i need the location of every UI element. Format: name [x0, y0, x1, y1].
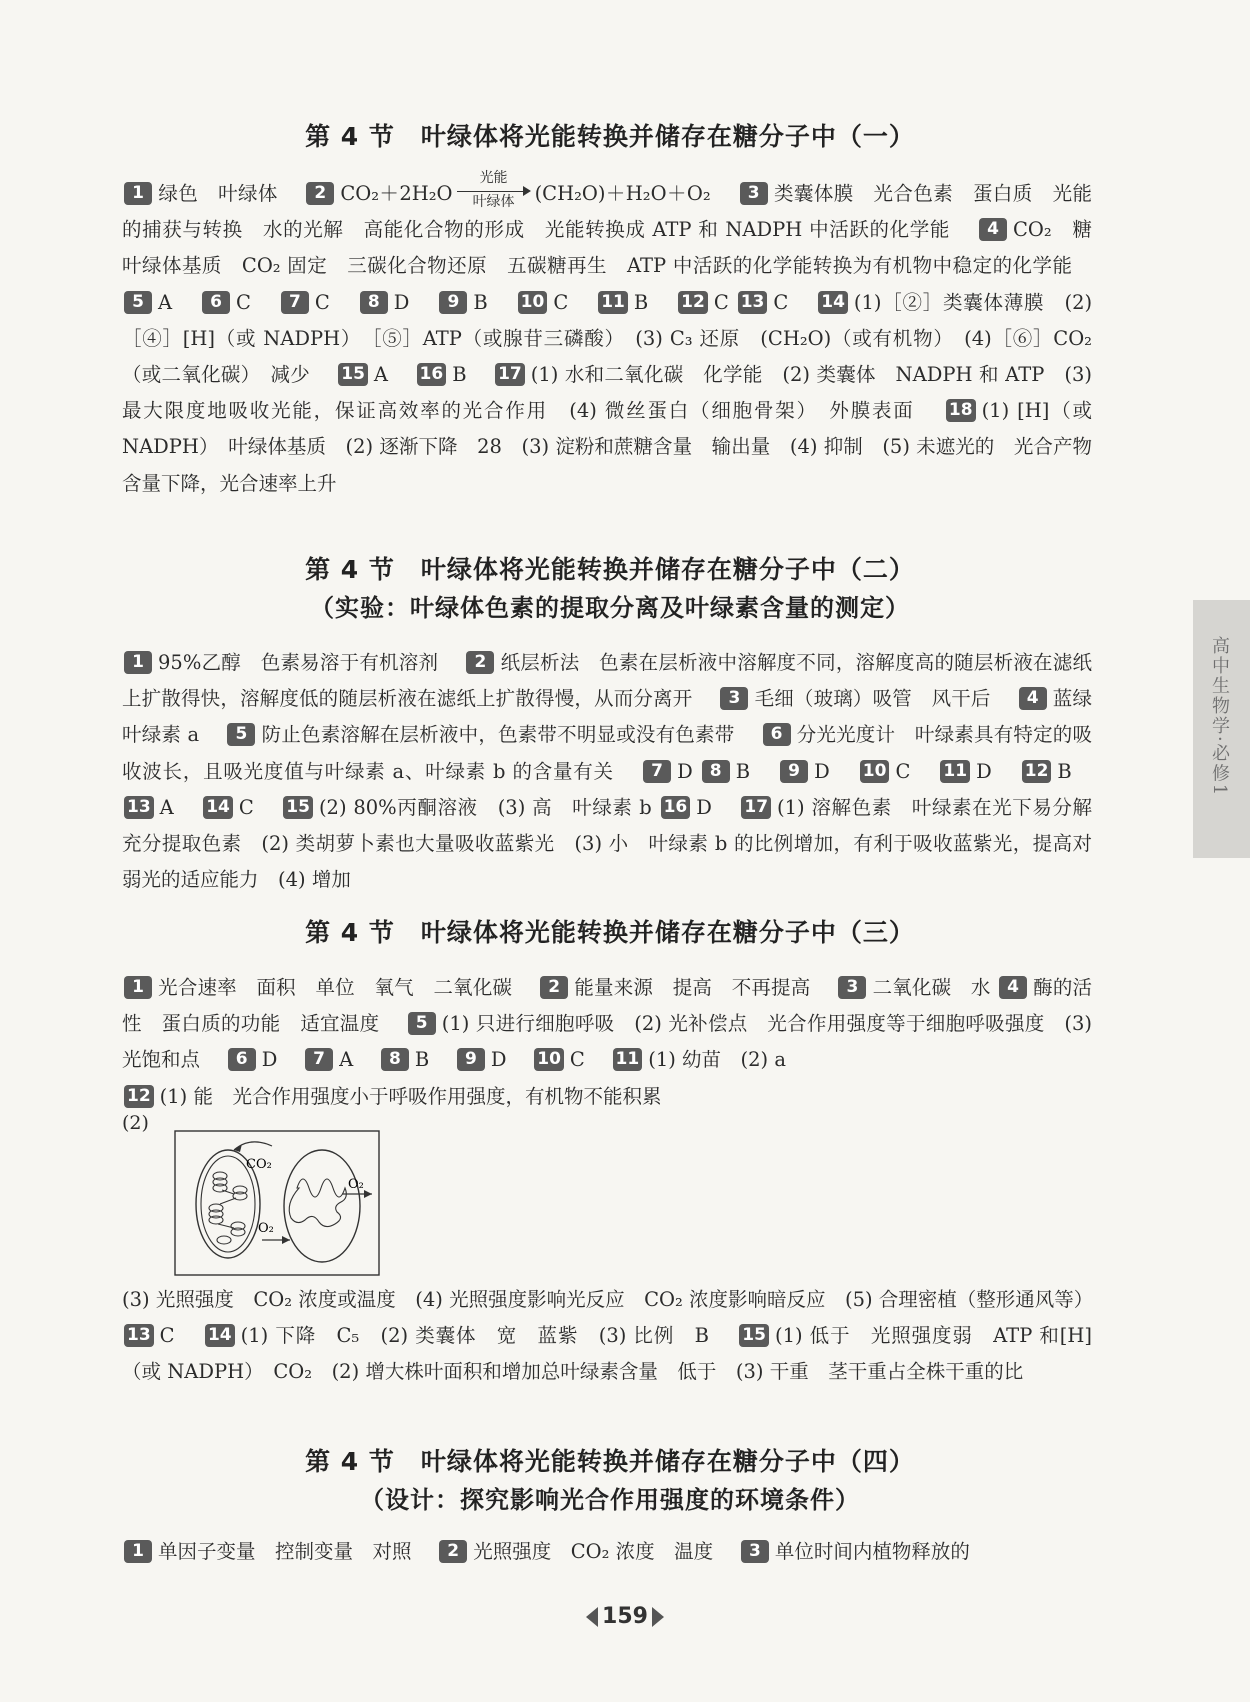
q-number: 8 — [360, 291, 388, 314]
section-title-1: 第 4 节 叶绿体将光能转换并储存在糖分子中（一） — [305, 122, 915, 151]
answer-text: C — [569, 1048, 605, 1072]
q-number: 2 — [439, 1540, 467, 1563]
answer-text: (1) 溶解色素 叶绿素在光下易分解 充分提取色素 (2) 类胡萝卜素也大量吸收蓝紫光 (3) 小 叶绿素 b 的比例增加，有利于吸收蓝紫光，提高对弱光的适应能力 (4) 增加 — [122, 795, 1112, 892]
q-number: 7 — [643, 760, 671, 783]
answer-text: 酶的活性 蛋白质的功能 适宜温度 — [122, 976, 1092, 1036]
q-number: 14 — [203, 796, 233, 819]
answer-text: A — [158, 290, 194, 314]
q-number: 1 — [124, 976, 152, 999]
answer-text: 二氧化碳 水 — [872, 976, 991, 999]
q-number: 3 — [720, 687, 748, 710]
chloroplast-mitochondrion-figure — [172, 1128, 382, 1282]
answer-text: A — [159, 795, 195, 819]
q-number: 2 — [306, 182, 334, 205]
q-number: 11 — [613, 1048, 643, 1071]
answer-text: 蓝绿 叶绿素 a — [122, 687, 1112, 747]
equation-left: CO₂＋2H₂O — [340, 182, 453, 205]
answer-text: (1) 能 光合作用强度小于呼吸作用强度，有机物不能积累 — [159, 1084, 662, 1108]
q-number: 1 — [124, 1540, 152, 1563]
answer-text: 光合速率 面积 单位 氧气 二氧化碳 — [158, 976, 532, 999]
answer-text: A — [339, 1048, 373, 1072]
answer-text: C — [713, 290, 729, 314]
answer-text: 防止色素溶解在层析液中，色素带不明显或没有色素带 — [261, 723, 755, 747]
arrow-condition-bottom: 叶绿体 — [472, 194, 515, 210]
equation-right: (CH₂O)＋H₂O＋O₂ — [534, 182, 732, 205]
q-number: 12 — [678, 291, 708, 314]
answer-text: 分光光度计 叶绿素具有特定的吸收波长，且吸光度值与叶绿素 a、叶绿素 b 的含量有关 — [122, 723, 1092, 783]
q-number: 3 — [740, 182, 768, 205]
q-number: 13 — [124, 796, 154, 819]
q-number: 4 — [1019, 687, 1047, 710]
section-subtitle-4: （设计：探究影响光合作用强度的环境条件） — [360, 1486, 860, 1514]
q-number: 6 — [763, 723, 791, 746]
answer-text: D — [490, 1048, 527, 1072]
q-number: 4 — [979, 218, 1007, 241]
answer-text: C — [238, 795, 275, 819]
answer-text: C — [236, 290, 272, 314]
answer-text: C — [895, 759, 932, 783]
q-number: 12 — [124, 1085, 154, 1108]
page-number-area — [0, 1604, 1250, 1633]
answer-text: C — [159, 1324, 196, 1348]
co2-label: CO₂ — [246, 1157, 272, 1172]
q-number: 17 — [741, 796, 771, 819]
q-number: 8 — [381, 1048, 409, 1071]
answer-text: (1) 下降 C₅ (2) 类囊体 宽 蓝紫 (3) 比例 B — [240, 1324, 731, 1348]
q-number: 18 — [946, 399, 976, 422]
q-number: 15 — [739, 1324, 769, 1347]
q-number: 11 — [598, 291, 628, 314]
grana — [209, 1172, 247, 1244]
answer-text: (3) 光照强度 CO₂ 浓度或温度 (4) 光照强度影响光反应 CO₂ 浓度影响暗反应 (5) 合理密植（整形通风等） — [122, 1288, 1104, 1311]
q-number: 6 — [228, 1048, 256, 1071]
q-number: 16 — [661, 796, 691, 819]
q-number: 3 — [838, 976, 866, 999]
mitochondrion-cristae — [289, 1179, 346, 1227]
answer-text: C — [314, 290, 351, 314]
answer-text: 类囊体膜 光合色素 蛋白质 光能的捕获与转换 水的光解 高能化合物的形成 光能转换成 ATP 和 NADPH 中活跃的化学能 — [122, 182, 1093, 242]
answers-section-4 — [122, 1534, 1092, 1570]
q-number: 14 — [205, 1324, 235, 1347]
figure-label: (2) — [122, 1112, 149, 1134]
answer-text: (1) 幼苗 (2) a — [648, 1048, 786, 1072]
mitochondrion-outer — [284, 1150, 360, 1262]
q-number: 14 — [818, 291, 848, 314]
section-title-2: 第 4 节 叶绿体将光能转换并储存在糖分子中（二） — [305, 555, 915, 584]
answers-section-3 — [122, 970, 1092, 1115]
q-number: 9 — [439, 291, 467, 314]
triangle-right-icon — [652, 1607, 664, 1627]
answer-text: 绿色 叶绿体 — [158, 182, 298, 205]
q-number: 7 — [281, 291, 309, 314]
answer-text: 毛细（玻璃）吸管 风干后 — [754, 687, 1011, 711]
answer-text: (2) 80%丙酮溶液 (3) 高 叶绿素 b — [318, 795, 652, 819]
q-number: 13 — [124, 1324, 154, 1347]
answer-text: C — [553, 290, 590, 314]
reaction-arrow — [455, 170, 533, 210]
q-number: 15 — [283, 796, 313, 819]
answers-section-2 — [122, 645, 1112, 898]
answers-section-1 — [122, 170, 1112, 502]
q-number: 10 — [860, 760, 890, 783]
q-number: 4 — [999, 976, 1027, 999]
answer-text: D — [677, 759, 693, 783]
q-number: 1 — [124, 651, 152, 674]
q-number: 5 — [408, 1012, 436, 1035]
q-number: 6 — [202, 291, 230, 314]
answer-text: D — [976, 759, 1013, 783]
q-number: 13 — [738, 291, 768, 314]
q-number: 5 — [227, 723, 255, 746]
q-number: 5 — [124, 291, 152, 314]
section-subtitle-2: （实验：叶绿体色素的提取分离及叶绿素含量的测定） — [310, 594, 910, 622]
answer-text: (1) 水和二氧化碳 化学能 (2) 类囊体 NADPH 和 ATP (3) 最大限度地吸收光能，保证高效率的光合作用 (4) 微丝蛋白（细胞骨架） 外膜表面 — [122, 363, 1092, 423]
answer-text: A — [373, 363, 409, 387]
q-number: 9 — [780, 760, 808, 783]
answer-text: B — [1057, 759, 1093, 783]
answer-text: (1) [H]（或 NADPH） 叶绿体基质 (2) 逐渐下降 28 (3) 淀粉和蔗糖含量 输出量 (4) 抑制 (5) 未遮光的 光合产物含量下降，光合速率上升 — [122, 399, 1092, 495]
q-number: 1 — [124, 182, 152, 205]
section-title-4: 第 4 节 叶绿体将光能转换并储存在糖分子中（四） — [305, 1447, 915, 1476]
q-number: 3 — [741, 1540, 769, 1563]
answer-text: 95%乙醇 色素易溶于有机溶剂 — [158, 651, 458, 674]
q-number: 12 — [1022, 760, 1052, 783]
q-number: 17 — [495, 363, 525, 386]
answer-text: B — [414, 1048, 449, 1072]
answer-text: 单位时间内植物释放的 — [774, 1540, 970, 1563]
answer-text: CO₂ 糖 叶绿体基质 CO₂ 固定 三碳化合物还原 五碳糖再生 ATP 中活跃的化学能转换为有机物中稳定的化学能 — [122, 218, 1112, 278]
answer-text: 能量来源 提高 不再提高 — [574, 976, 831, 999]
q-number: 2 — [540, 976, 568, 999]
answer-text: B — [735, 759, 772, 783]
q-number: 9 — [457, 1048, 485, 1071]
q-number: 10 — [518, 291, 548, 314]
o2-label-inner: O₂ — [258, 1221, 274, 1236]
answer-text: C — [773, 290, 810, 314]
triangle-left-icon — [586, 1607, 598, 1627]
answer-text: D — [261, 1048, 297, 1072]
q-number: 7 — [305, 1048, 333, 1071]
answer-text: D — [814, 759, 851, 783]
answer-text: (1)［②］类囊体薄膜 (2)［④］[H]（或 NADPH） ［⑤］ATP（或腺苷三磷酸） (3) C₃ 还原 (CH₂O)（或有机物） (4)［⑥］CO₂（或二氧化碳） 减少 — [122, 290, 1093, 387]
answer-text: B — [452, 363, 487, 387]
q-number: 10 — [534, 1048, 564, 1071]
answer-text: B — [633, 290, 670, 314]
answer-text: 纸层析法 色素在层析液中溶解度不同，溶解度高的随层析液在滤纸上扩散得快，溶解度低的随层析液在滤纸上扩散得慢，从而分离开 — [122, 651, 1092, 711]
answer-text: (1) 低于 光照强度弱 ATP 和[H]（或 NADPH） CO₂ (2) 增大株叶面积和增加总叶绿素含量 低于 (3) 干重 茎干重占全株干重的比 — [122, 1324, 1093, 1384]
answer-text: 单因子变量 控制变量 对照 — [158, 1540, 432, 1563]
arrow-condition-top: 光能 — [479, 170, 508, 186]
answers-section-3-cont — [122, 1282, 1104, 1391]
answer-text: D — [393, 290, 431, 314]
q-number: 2 — [466, 651, 494, 674]
organelle-diagram — [172, 1128, 382, 1278]
q-number: 16 — [417, 363, 447, 386]
section-title-3: 第 4 节 叶绿体将光能转换并储存在糖分子中（三） — [305, 918, 915, 947]
answer-text: B — [473, 290, 509, 314]
side-tab-label: 高中生物学·必修1 — [1209, 636, 1230, 798]
q-number: 11 — [940, 760, 970, 783]
answer-text: D — [696, 795, 733, 819]
page-number: 159 — [602, 1604, 648, 1629]
answer-text: (1) 只进行细胞呼吸 (2) 光补偿点 光合作用强度等于细胞呼吸强度 (3) 光饱和点 — [122, 1012, 1092, 1072]
o2-label-outer: O₂ — [348, 1177, 364, 1192]
answer-text: 光照强度 CO₂ 浓度 温度 — [473, 1540, 733, 1563]
q-number: 15 — [338, 363, 368, 386]
q-number: 8 — [702, 760, 730, 783]
